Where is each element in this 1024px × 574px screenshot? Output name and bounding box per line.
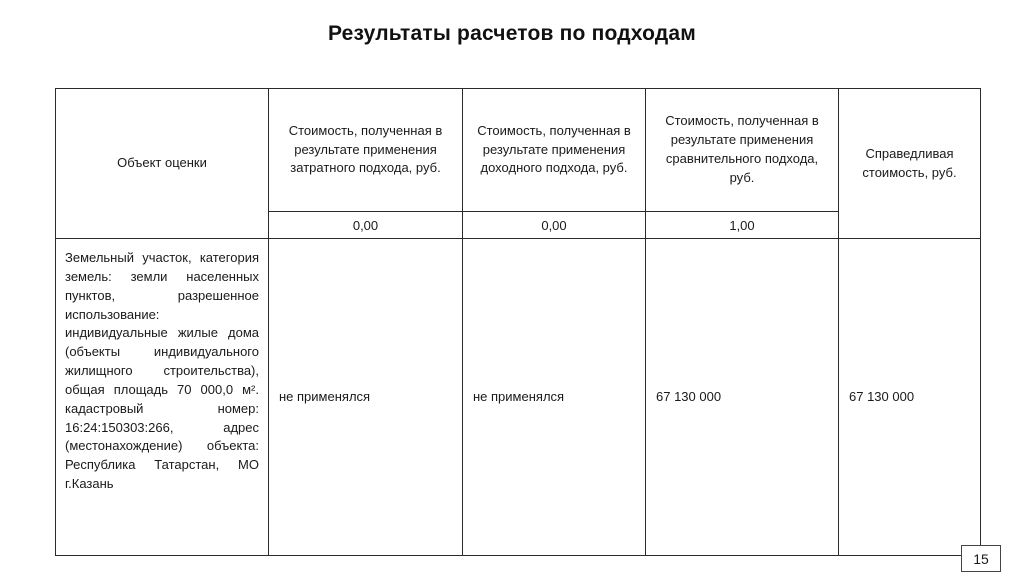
- cell-income-approach-value: не применялся: [463, 239, 646, 556]
- header-row: [56, 89, 981, 212]
- table-body: [56, 239, 981, 556]
- page-number-label: 15: [973, 550, 989, 567]
- cell-comparative-approach-value: 67 130 000: [646, 239, 839, 556]
- weight-cost-approach: 0,00: [269, 212, 463, 239]
- header-cost-approach: Стоимость, полученная в результате применения затратного подхода, руб.: [269, 89, 463, 212]
- page-title: Результаты расчетов по подходам: [327, 22, 697, 45]
- table-row: [56, 239, 981, 556]
- cell-fair-value: 67 130 000: [839, 239, 981, 556]
- page-number: [961, 545, 1001, 572]
- weight-income-approach: 0,00: [463, 212, 646, 239]
- header-object: Объект оценки: [56, 89, 269, 239]
- table-header: [56, 89, 981, 239]
- cell-cost-approach-value: не применялся: [269, 239, 463, 556]
- header-fair-value: Справедливая стоимость, руб.: [839, 89, 981, 239]
- weight-comparative-approach: 1,00: [646, 212, 839, 239]
- results-table: [55, 88, 981, 556]
- header-comparative-approach: Стоимость, полученная в результате применения сравнительного подхода, руб.: [646, 89, 839, 212]
- header-income-approach: Стоимость, полученная в результате применения доходного подхода, руб.: [463, 89, 646, 212]
- cell-object-description: Земельный участок, категория земель: земли населенных пунктов, разрешенное использование: индивидуальные жилые дома (объекты индивидуального жилищного строительства), общая площадь 70 000,0 м². кадастровый номер: 16:24:150303:266, адрес (местонахождение) объекта: Республика Татарстан, МО г.Казань: [56, 239, 269, 556]
